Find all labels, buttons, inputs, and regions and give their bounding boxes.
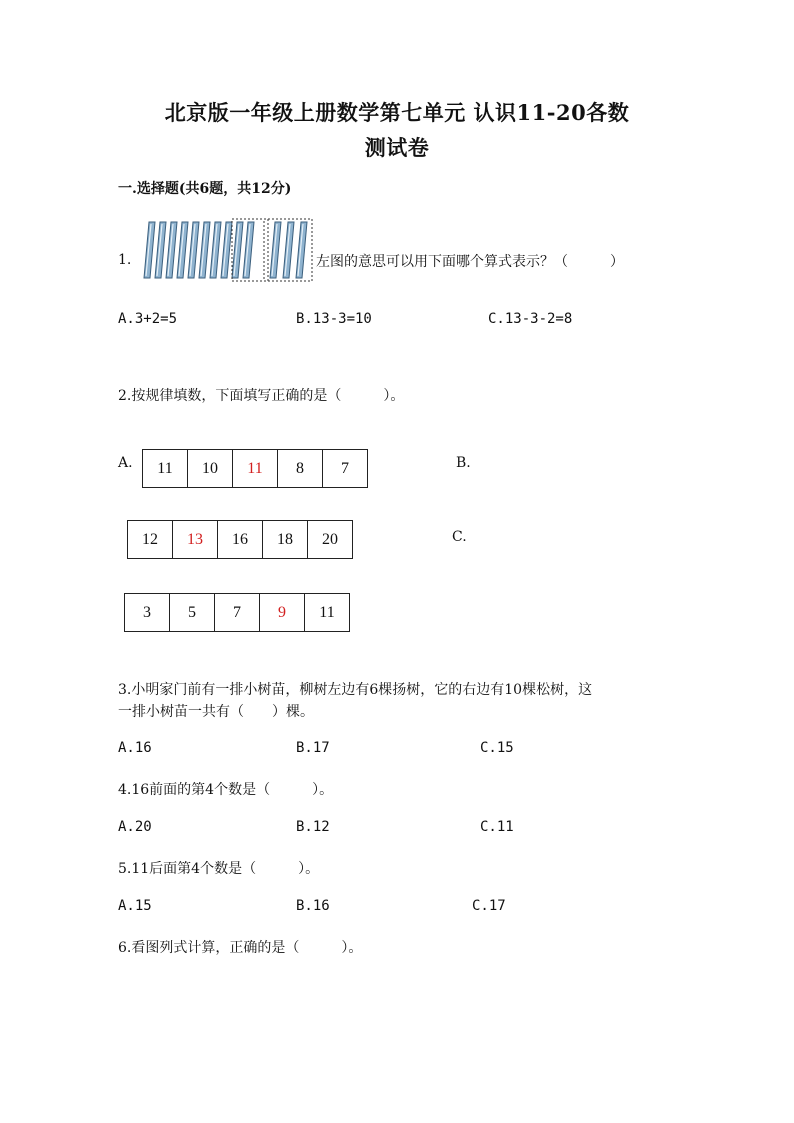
q2-label-b[interactable]: B. — [456, 455, 471, 471]
q5-option-c[interactable]: C.17 — [472, 898, 506, 914]
q4-option-c[interactable]: C.11 — [480, 819, 514, 835]
seq-a-cell: 10 — [188, 450, 233, 487]
q1-option-b[interactable]: B.13-3=10 — [296, 311, 372, 327]
seq-c-cell: 3 — [125, 594, 170, 631]
seq-a-cell: 7 — [341, 459, 349, 477]
q6-text: 6.看图列式计算，正确的是（ ）。 — [118, 940, 363, 956]
q3-text-line1: 3.小明家门前有一排小树苗，柳树左边有6棵扬树，它的右边有10棵松树，这 — [118, 682, 593, 698]
seq-b-cell-answer: 13 — [173, 521, 218, 558]
q3-text-line2: 一排小树苗一共有（ ）棵。 — [118, 704, 314, 720]
counting-stick — [166, 222, 177, 278]
seq-a-cell: 11 — [143, 450, 188, 487]
q2-sequence-c — [124, 593, 350, 632]
q4-option-b[interactable]: B.12 — [296, 819, 330, 835]
counting-stick — [210, 222, 221, 278]
q1-text: 左图的意思可以用下面哪个算式表示？（ ） — [316, 254, 624, 270]
seq-b-cell: 20 — [322, 530, 338, 548]
q4-option-a[interactable]: A.20 — [118, 819, 152, 835]
counting-stick — [283, 222, 294, 278]
q3-option-a[interactable]: A.16 — [118, 740, 152, 756]
counting-stick — [199, 222, 210, 278]
q4-text: 4.16前面的第4个数是（ ）。 — [118, 782, 334, 798]
counting-stick — [296, 222, 307, 278]
q3-option-c[interactable]: C.15 — [480, 740, 514, 756]
seq-c-cell: 5 — [170, 594, 215, 631]
counting-stick — [243, 222, 254, 278]
q1-option-c[interactable]: C.13-3-2=8 — [488, 311, 573, 327]
q1-number: 1. — [118, 252, 132, 268]
section-heading: 一.选择题(共6题，共12分) — [118, 181, 292, 197]
seq-c-cell: 11 — [319, 603, 335, 621]
page-title-line2: 测试卷 — [364, 135, 430, 160]
seq-b-cell: 16 — [218, 521, 263, 558]
counting-sticks-figure — [140, 216, 314, 284]
q5-option-a[interactable]: A.15 — [118, 898, 152, 914]
counting-stick — [221, 222, 232, 278]
q5-text: 5.11后面第4个数是（ ）。 — [118, 861, 320, 877]
counting-stick — [155, 222, 166, 278]
sticks-group — [144, 222, 307, 278]
seq-b-cell: 12 — [128, 521, 173, 558]
q2-sequence-a — [142, 449, 368, 488]
seq-a-cell-answer: 11 — [233, 450, 278, 487]
counting-stick — [270, 222, 281, 278]
q2-label-a[interactable]: A. — [118, 455, 133, 471]
page-title-line1: 北京版一年级上册数学第七单元 认识11-20各数 — [164, 100, 630, 125]
seq-b-cell: 18 — [263, 521, 308, 558]
q5-option-b[interactable]: B.16 — [296, 898, 330, 914]
q1-option-a[interactable]: A.3+2=5 — [118, 311, 178, 327]
seq-c-cell-answer: 9 — [260, 594, 305, 631]
q2-text: 2.按规律填数，下面填写正确的是（ ）。 — [118, 388, 405, 404]
q2-sequence-b — [127, 520, 353, 559]
counting-stick — [177, 222, 188, 278]
seq-c-cell: 7 — [215, 594, 260, 631]
seq-a-cell: 8 — [278, 450, 323, 487]
q3-option-b[interactable]: B.17 — [296, 740, 330, 756]
counting-stick — [188, 222, 199, 278]
q2-label-c[interactable]: C. — [452, 529, 467, 545]
counting-stick — [144, 222, 155, 278]
counting-stick — [232, 222, 243, 278]
